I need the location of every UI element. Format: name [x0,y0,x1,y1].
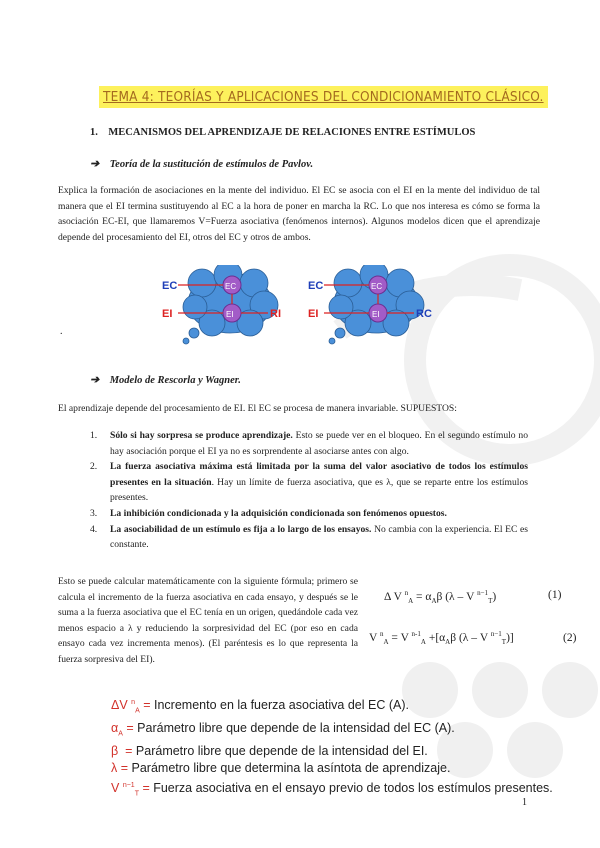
formula-2: V $^n_A$ = V $^{n-1}_A +[\alpha_A\beta$ (λ – V $^{n-1}_T$)] [369,630,514,647]
pavlov-paragraph: Explica la formación de asociaciones en la mente del individuo. El EC se asocia con el EI en la mente del individuo de tal manera que el EI termina sustituyendo al EC a la hora de poner en marcha la RC. Lo que nos interesa es cómo se forma la asociación EC-EI, que llamaremos V=Fuerza asociativa (fenómenos internos). Algunos modelos dicen que el aprendizaje depende del procesamiento del EI, otros del EC y otros de ambos. [58,185,540,243]
list-item-text: No cambia con la experiencia. El EC es constante. [110,523,528,551]
definition-item [111,743,553,760]
definition-item [111,760,553,777]
list-item-bold: La inhibición condicionada y la adquisición condicionada son fenómenos opuestos. [110,507,447,519]
stray-dot: . [60,326,63,337]
rescorla-heading: Modelo de Rescorla y Wagner. [109,375,241,386]
page-title: TEMA 4: TEORÍAS Y APLICACIONES DEL CONDICIONAMIENTO CLÁSICO. [103,89,544,105]
inner-ec-label: EC [225,282,237,291]
definition-text: Parámetro libre que depende de la intensidad del EC (A). [133,720,455,735]
list-item-bold: La asociabilidad de un estímulo es fija a lo largo de los ensayos. [110,523,372,535]
supuestos-list [90,428,528,553]
definition-symbol: V $^{n-1}_T$ = [111,781,150,798]
list-item-text: . Hay un límite de fuerza asociativa, que es λ, que se reparte entre los estímulos presentes. [110,476,528,504]
ei-label: EI [308,308,319,320]
pavlov-subheading [90,157,313,170]
definition-text: Incremento en la fuerza asociativa del EC (A). [150,698,409,713]
definition-symbol: ΔV $^n_A$ = [111,698,151,715]
page-title-highlight [99,86,548,108]
section-title: MECANISMOS DEL APRENDIZAJE DE RELACIONES ENTRE ESTÍMULOS [108,127,476,138]
list-item [90,522,528,553]
definition-text: Parámetro libre que depende de la intensidad del EI. [132,743,428,758]
rc-label: RC [416,308,432,320]
list-number: 1. [90,430,98,441]
inner-ec-label: EC [371,282,383,291]
arrow-bullet-icon: ➔ [90,158,100,170]
formula-1: Δ V $^n_A = \alpha_A\beta$ (λ – V $^{n-1}_T$) [384,589,497,606]
definition-symbol: $\alpha_A$ = [111,720,134,738]
rescorla-subheading [90,373,241,386]
list-item [90,428,528,459]
ec-label: EC [308,280,324,292]
formula-1-number: (1) [548,589,562,601]
list-item-bold: Sólo si hay sorpresa se produce aprendizaje. [110,430,293,441]
list-item-text: Esto se puede ver en el bloqueo. En el segundo estímulo no hay asociación porque el EI ya no es sorprendente al asociarse antes con algo. [110,430,528,457]
page-number: 1 [522,797,527,808]
definition-text: Parámetro libre que determina la asíntota de aprendizaje. [128,760,451,775]
diagram-ec-ei-rc [296,265,446,345]
list-item [90,459,528,506]
list-item [90,506,528,522]
formula-paragraph: Esto se puede calcular matemáticamente con la siguiente fórmula; primero se calcula el incremento de la fuerza asociativa en cada ensayo, y después se le suma a la fuerza asociativa que el EC tenía en un origen, quedándole cada vez menos espacio a λ y reduciendo la sorpresividad del EC (por eso en cada ensayo cada vez incrementa menos). (El paréntesis es lo que representa la fuerza sorpresiva del EI). [58,576,358,665]
ri-label: RI [270,308,281,320]
ei-label: EI [162,308,173,320]
section-number: 1. [90,127,98,138]
list-number: 3. [90,507,98,519]
diagram-ec-ei-ri [150,265,300,345]
definition-item [111,694,553,720]
arrow-bullet-icon: ➔ [90,374,100,386]
definition-text: Fuerza asociativa en el ensayo previo de todos los estímulos presentes. [149,781,553,796]
inner-ei-label: EI [372,310,380,319]
definition-symbol: β = [111,743,133,758]
list-number: 2. [90,461,98,473]
definition-item [111,777,553,803]
list-item-bold: La fuerza asociativa máxima está limitada por la suma del valor asociativo de todos los estímulos presentes en la situación [110,461,528,488]
ec-label: EC [162,280,178,292]
rescorla-intro: El aprendizaje depende del procesamiento de EI. El EC se procesa de manera invariable. SUPUESTOS: [58,403,457,414]
definitions-list [111,694,553,803]
pavlov-heading: Teoría de la sustitución de estímulos de Pavlov. [109,159,314,170]
formula-2-number: (2) [563,632,577,644]
definition-item [111,720,553,743]
inner-ei-label: EI [226,310,234,319]
section-heading [90,127,475,138]
list-number: 4. [90,523,98,535]
definition-symbol: λ = [111,760,129,775]
